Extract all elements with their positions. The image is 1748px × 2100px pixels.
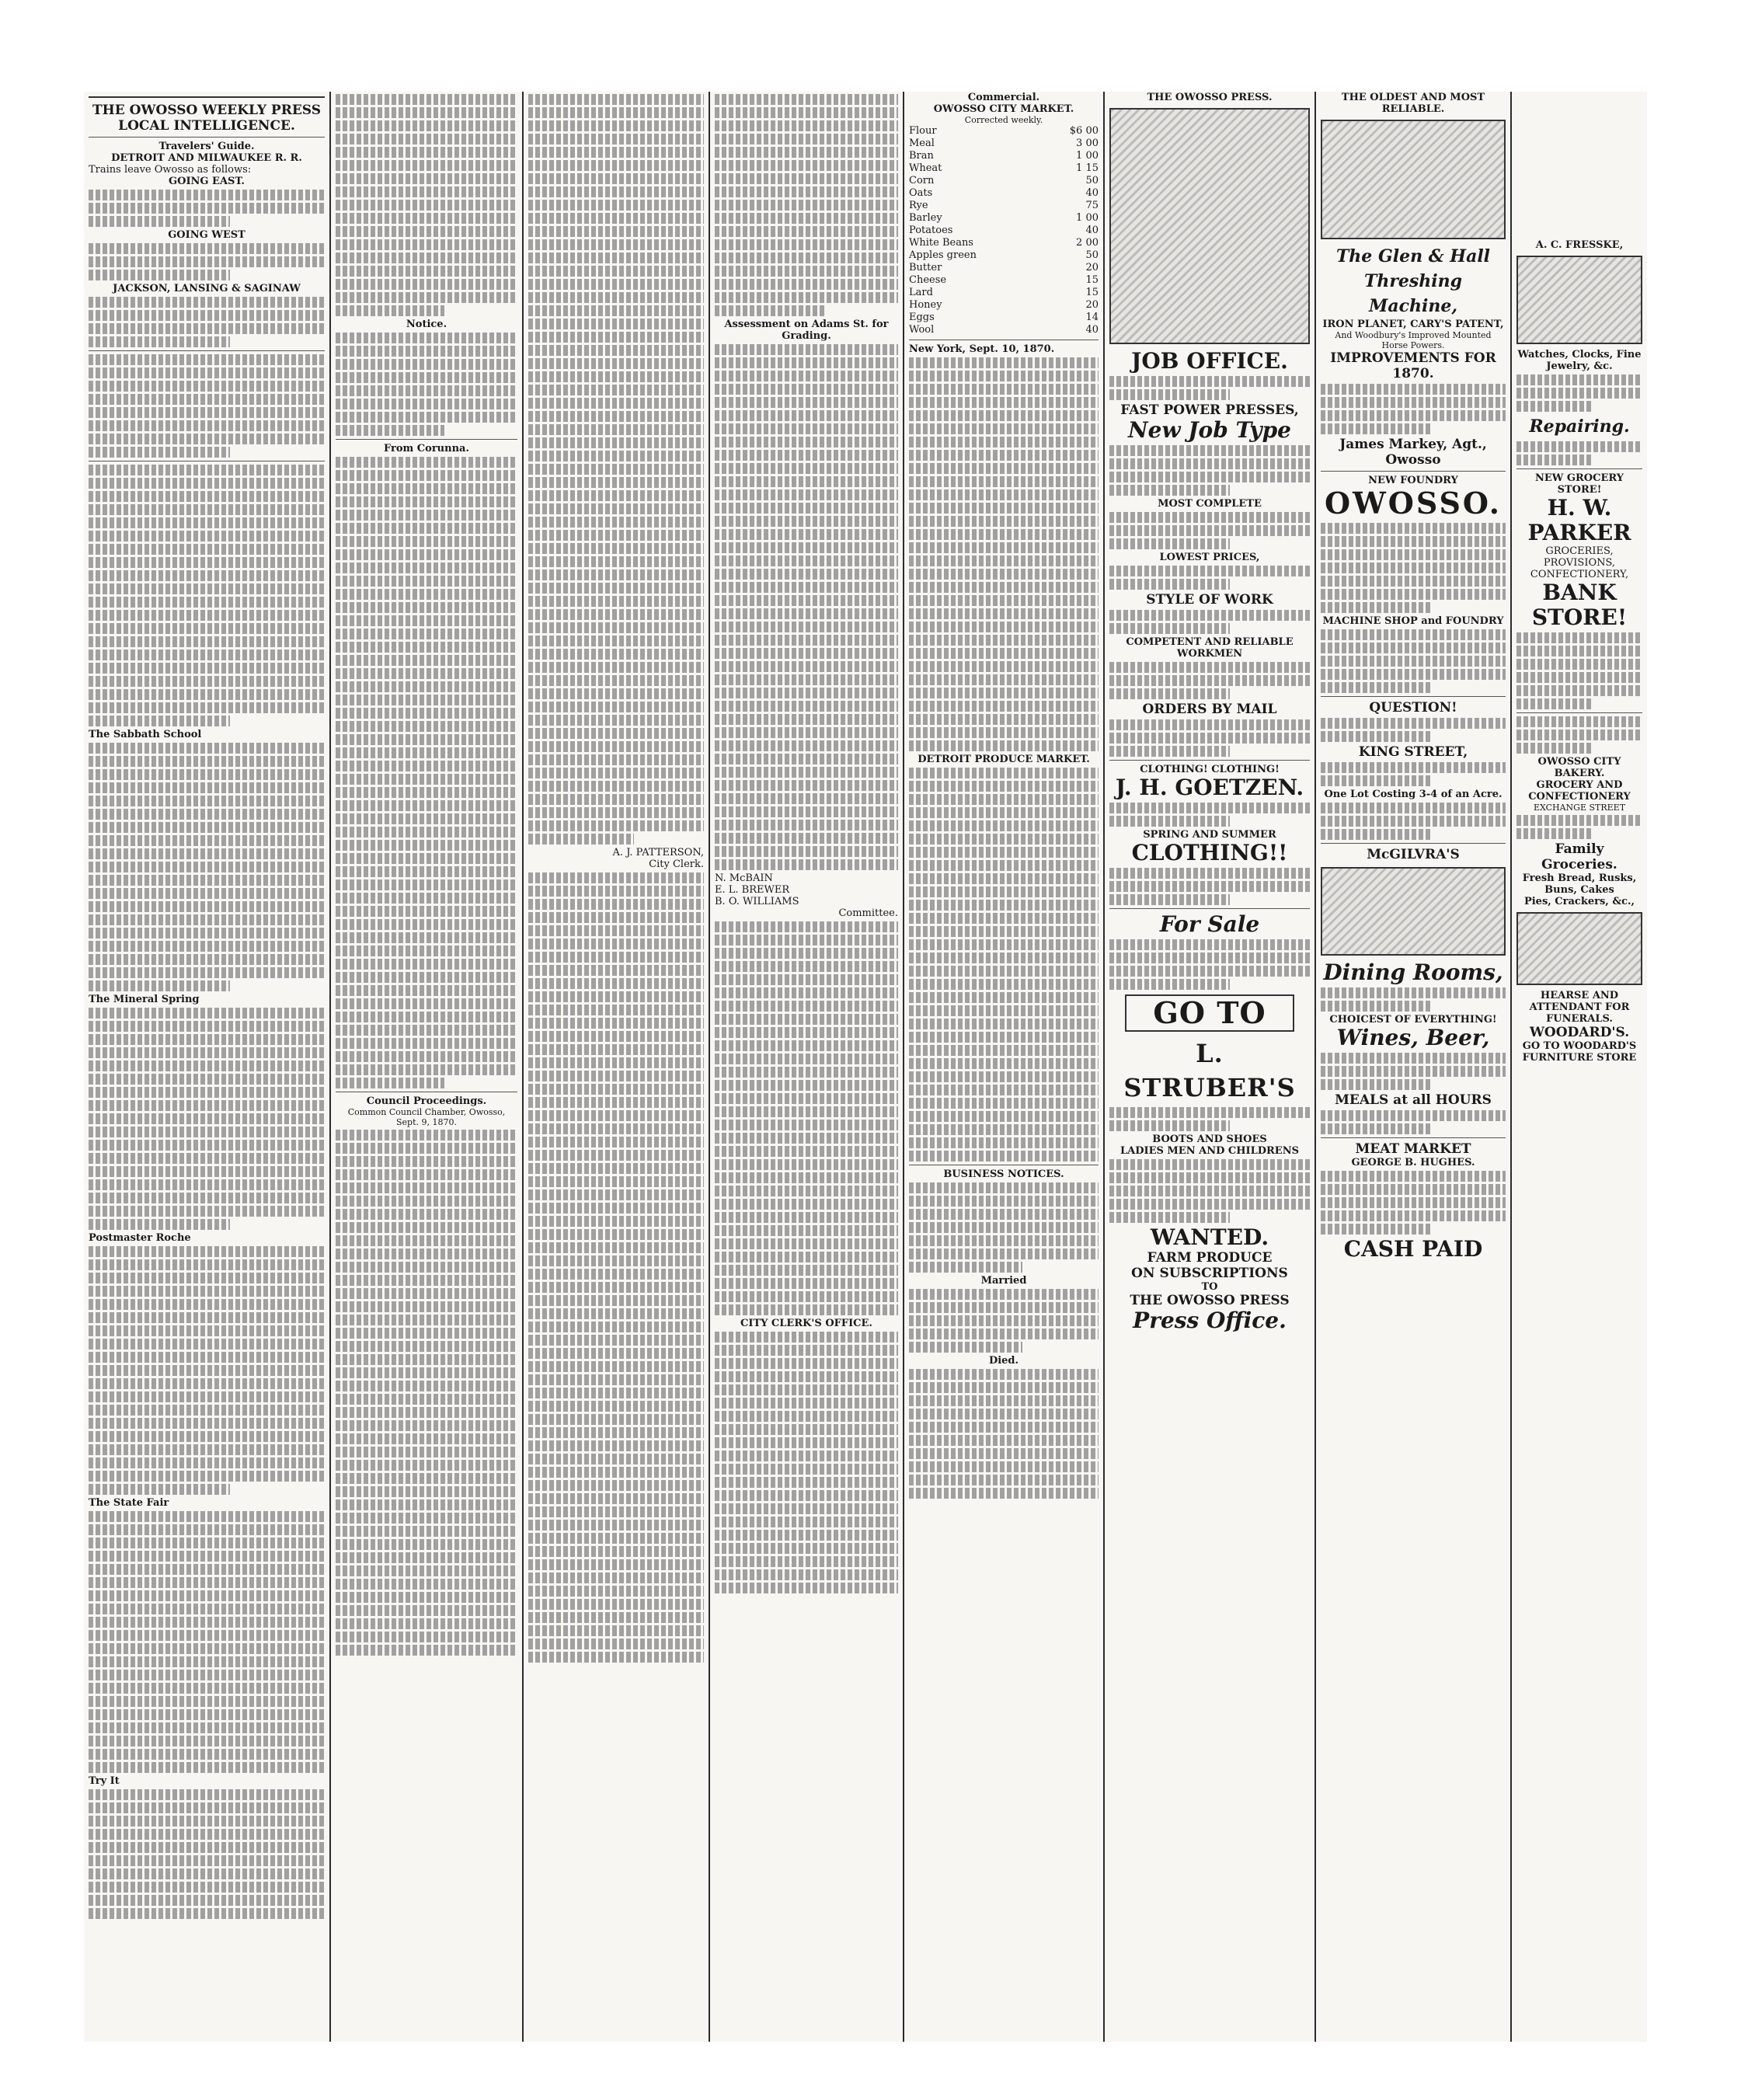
commercial-heading: Commercial. — [967, 92, 1040, 103]
struber-name: L. STRUBER'S — [1123, 1039, 1296, 1102]
most-complete: MOST COMPLETE — [1158, 498, 1262, 510]
market-row — [909, 187, 1099, 200]
market-item: Oats — [909, 187, 933, 199]
married-heading: Married — [980, 1275, 1027, 1287]
market-table — [909, 125, 1099, 336]
item-postmaster: Postmaster Roche — [89, 1232, 191, 1244]
market-row — [909, 262, 1099, 274]
market-price: 3 00 — [1076, 138, 1099, 149]
exchange-street: EXCHANGE STREET — [1533, 803, 1626, 813]
orders-by-mail: ORDERS BY MAIL — [1142, 702, 1277, 717]
market-row — [909, 212, 1099, 225]
item-try-it: Try It — [89, 1775, 120, 1787]
woodard-name: WOODARD'S. — [1529, 1025, 1630, 1040]
market-row — [909, 138, 1099, 150]
oldest-reliable: THE OLDEST AND MOST RELIABLE. — [1341, 92, 1485, 115]
notice-heading: Notice. — [406, 319, 447, 330]
market-row — [909, 237, 1099, 249]
clothing-heading: CLOTHING! CLOTHING! — [1140, 764, 1280, 775]
provisions: PROVISIONS, — [1543, 557, 1616, 569]
market-row — [909, 324, 1099, 336]
market-item: Honey — [909, 299, 942, 311]
groceries: GROCERIES, — [1545, 545, 1614, 557]
eagle-illustration — [1516, 256, 1642, 344]
market-row — [909, 162, 1099, 175]
column-commercial — [904, 92, 1105, 2042]
market-price: 2 00 — [1076, 237, 1099, 249]
spring-summer: SPRING AND SUMMER — [1143, 829, 1276, 841]
masthead-subtitle: LOCAL INTELLIGENCE. — [118, 118, 295, 134]
clothing-big: CLOTHING!! — [1131, 840, 1288, 865]
improvements: IMPROVEMENTS FOR 1870. — [1330, 350, 1496, 381]
market-row — [909, 150, 1099, 162]
market-item: Barley — [909, 212, 942, 224]
for-sale: For Sale — [1159, 911, 1260, 937]
dining-rooms: Dining Rooms, — [1323, 959, 1503, 985]
market-row — [909, 125, 1099, 138]
market-item: Corn — [909, 175, 935, 186]
market-item: Potatoes — [909, 225, 953, 236]
market-price: 40 — [1085, 225, 1099, 236]
masthead-title: THE OWOSSO WEEKLY PRESS — [92, 103, 321, 118]
confectionery: CONFECTIONERY, — [1530, 569, 1629, 580]
barrels-illustration — [1321, 867, 1506, 956]
city-bakery: OWOSSO CITY BAKERY. — [1537, 756, 1621, 779]
market-row — [909, 287, 1099, 299]
market-row — [909, 312, 1099, 324]
committee-name-1: N. McBAIN — [715, 872, 773, 884]
market-row — [909, 249, 1099, 262]
ladies-men-children: LADIES MEN AND CHILDRENS — [1120, 1145, 1299, 1157]
grocery-confectionery: GROCERY AND CONFECTIONERY — [1528, 779, 1631, 803]
boots-shoes: BOOTS AND SHOES — [1152, 1134, 1267, 1145]
hearse: HEARSE AND ATTENDANT FOR FUNERALS. — [1529, 990, 1630, 1025]
market-price: $6 00 — [1069, 125, 1099, 137]
market-price: 50 — [1085, 175, 1099, 186]
column-local-news — [84, 92, 331, 2042]
market-price: 40 — [1085, 324, 1099, 336]
market-row — [909, 225, 1099, 237]
council-proceedings: Council Proceedings. — [366, 1095, 487, 1107]
choicest: CHOICEST OF EVERYTHING! — [1329, 1014, 1497, 1026]
owosso-press-label: THE OWOSSO PRESS. — [1147, 92, 1273, 103]
market-row — [909, 299, 1099, 312]
column-council-cont — [524, 92, 710, 2042]
lot-one: One Lot Costing 3-4 of an Acre. — [1324, 789, 1503, 800]
corrected-weekly: Corrected weekly. — [964, 115, 1043, 125]
watches-clocks: Watches, Clocks, Fine Jewelry, &c. — [1517, 349, 1642, 372]
style-of-work: STYLE OF WORK — [1146, 592, 1273, 608]
going-east: GOING EAST. — [169, 176, 245, 187]
jackson-railroad: JACKSON, LANSING & SAGINAW — [113, 283, 301, 294]
farm-produce: FARM PRODUCE — [1147, 1250, 1273, 1266]
travelers-guide: Travelers' Guide. — [158, 141, 255, 152]
wines-beer: Wines, Beer, — [1336, 1025, 1490, 1050]
clerk-name: A. J. PATTERSON, — [612, 847, 704, 858]
woodbury: And Woodbury's Improved Mounted Horse Powers. — [1335, 330, 1492, 350]
ny-market-heading: New York, Sept. 10, 1870. — [909, 343, 1055, 355]
fresh-bread: Fresh Bread, Rusks, Buns, Cakes — [1522, 872, 1637, 896]
item-mineral-spring: The Mineral Spring — [89, 994, 200, 1005]
business-notices: BUSINESS NOTICES. — [943, 1168, 1064, 1180]
press-office: Press Office. — [1133, 1308, 1287, 1333]
cash-paid: CASH PAID — [1343, 1236, 1483, 1262]
market-row — [909, 274, 1099, 287]
pies-crackers: Pies, Crackers, &c., — [1523, 896, 1635, 907]
repairing: Repairing. — [1529, 416, 1630, 437]
fast-presses: FAST POWER PRESSES, — [1120, 402, 1299, 418]
king-street: KING STREET, — [1358, 744, 1468, 760]
column-assessment — [710, 92, 904, 2042]
furniture-store: FURNITURE STORE — [1522, 1052, 1637, 1064]
from-corunna: From Corunna. — [384, 443, 469, 454]
died-heading: Died. — [988, 1355, 1019, 1367]
market-price: 14 — [1085, 312, 1099, 323]
market-price: 1 00 — [1076, 212, 1099, 224]
city-market: OWOSSO CITY MARKET. — [933, 103, 1074, 115]
market-price: 15 — [1085, 287, 1099, 298]
market-price: 1 15 — [1076, 162, 1099, 174]
market-item: Cheese — [909, 274, 947, 286]
market-item: Flour — [909, 125, 937, 137]
on-subscriptions: ON SUBSCRIPTIONS — [1131, 1266, 1288, 1281]
detroit-produce: DETROIT PRODUCE MARKET. — [918, 754, 1090, 765]
meat-market: MEAT MARKET — [1355, 1141, 1471, 1157]
question: QUESTION! — [1369, 700, 1457, 716]
threshing-machine-illustration — [1321, 120, 1506, 239]
competent-workmen: COMPETENT AND RELIABLE WORKMEN — [1126, 636, 1294, 660]
market-item: Apples green — [909, 249, 977, 261]
job-office: JOB OFFICE. — [1131, 348, 1288, 374]
committee-label: Committee. — [838, 907, 898, 919]
trains-leave: Trains leave Owosso as follows: — [89, 164, 252, 176]
george-hughes: GEORGE B. HUGHES. — [1351, 1157, 1475, 1168]
market-item: Wool — [909, 324, 935, 336]
parker-name: H. W. PARKER — [1527, 495, 1631, 545]
committee-name-2: E. L. BREWER — [715, 884, 790, 896]
hearse-illustration — [1516, 912, 1642, 985]
market-item: Meal — [909, 138, 935, 149]
machine-shop: MACHINE SHOP and FOUNDRY — [1322, 615, 1504, 627]
fresskie-name: A. C. FRESSKE, — [1535, 239, 1624, 251]
iron-planet: IRON PLANET, CARY'S PATENT, — [1322, 319, 1504, 330]
column-job-office — [1105, 92, 1316, 2042]
go-to-woodard: GO TO WOODARD'S — [1522, 1040, 1637, 1052]
market-row — [909, 200, 1099, 212]
column-ads-center — [1316, 92, 1510, 2042]
newspaper-page — [84, 92, 1647, 2042]
new-foundry: NEW FOUNDRY — [1368, 475, 1458, 486]
glen-hall: The Glen & Hall Threshing Machine, — [1335, 246, 1491, 316]
printing-press-illustration — [1109, 108, 1310, 344]
item-sabbath-school: The Sabbath School — [89, 729, 202, 740]
market-item: Butter — [909, 262, 942, 273]
council-sub: Common Council Chamber, Owosso, Sept. 9, 1870. — [347, 1107, 506, 1127]
market-item: Rye — [909, 200, 928, 211]
column-ads-right — [1510, 92, 1647, 2042]
owosso-press-ad: THE OWOSSO PRESS — [1130, 1293, 1290, 1308]
item-state-fair: The State Fair — [89, 1497, 169, 1509]
market-item: White Beans — [909, 237, 973, 249]
owosso-foundry: OWOSSO. — [1324, 486, 1503, 521]
market-price: 15 — [1085, 274, 1099, 286]
market-price: 40 — [1085, 187, 1099, 199]
to-label: TO — [1201, 1281, 1218, 1293]
going-west: GOING WEST — [168, 229, 245, 241]
market-item: Wheat — [909, 162, 942, 174]
column-council — [331, 92, 524, 2042]
market-price: 20 — [1085, 299, 1099, 311]
railroad-heading: DETROIT AND MILWAUKEE R. R. — [111, 152, 302, 164]
new-job-type: New Job Type — [1128, 417, 1291, 443]
market-price: 75 — [1085, 200, 1099, 211]
market-price: 20 — [1085, 262, 1099, 273]
committee-name-3: B. O. WILLIAMS — [715, 896, 799, 907]
goetzen-name: J. H. GOETZEN. — [1115, 775, 1304, 800]
wanted: WANTED. — [1150, 1224, 1269, 1250]
market-item: Eggs — [909, 312, 935, 323]
lowest-prices: LOWEST PRICES, — [1159, 552, 1260, 563]
market-row — [909, 175, 1099, 187]
assessment-heading: Assessment on Adams St. for Grading. — [724, 319, 889, 342]
clerk-title: City Clerk. — [649, 858, 704, 870]
market-item: Lard — [909, 287, 933, 298]
market-price: 50 — [1085, 249, 1099, 261]
james-markey: James Markey, Agt., Owosso — [1339, 437, 1487, 468]
city-clerk-office: CITY CLERK'S OFFICE. — [740, 1318, 872, 1329]
new-grocery: NEW GROCERY STORE! — [1534, 472, 1624, 496]
bank-store: BANK STORE! — [1531, 580, 1628, 630]
market-item: Bran — [909, 150, 934, 162]
meals-all-hours: MEALS at all HOURS — [1335, 1092, 1492, 1108]
market-price: 1 00 — [1076, 150, 1099, 162]
family-groceries: Family Groceries. — [1541, 841, 1617, 872]
go-to: GO TO — [1125, 994, 1294, 1032]
mcgilvra: McGILVRA'S — [1367, 847, 1460, 862]
